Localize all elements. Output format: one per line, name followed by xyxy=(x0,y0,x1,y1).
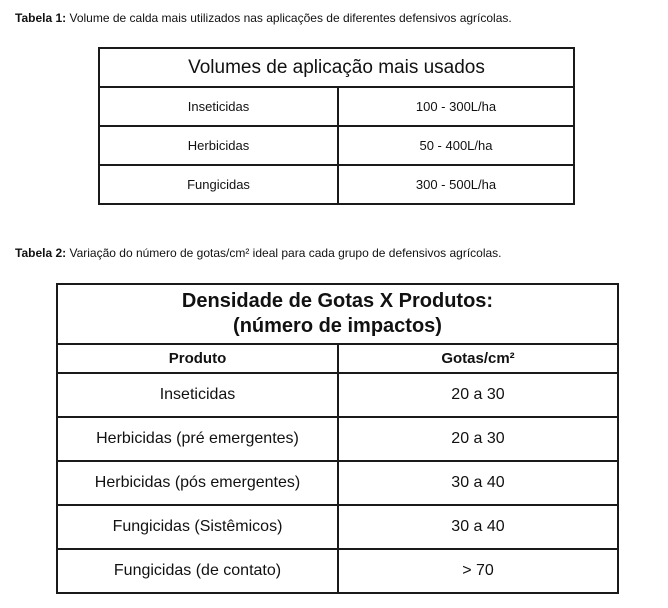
table-row xyxy=(57,373,618,417)
table1-volume-cell: 50 - 400L/ha xyxy=(338,126,574,165)
table1-title-row xyxy=(99,48,574,87)
table1-produto-cell: Inseticidas xyxy=(99,87,338,126)
table-row xyxy=(57,549,618,593)
table2-title xyxy=(57,284,618,344)
table1-caption-text: Volume de calda mais utilizados nas aplicações de diferentes defensivos agrícolas. xyxy=(66,11,512,25)
table-row xyxy=(57,505,618,549)
table2-gotas-cell: > 70 xyxy=(338,549,618,593)
table1-volume-cell: 300 - 500L/ha xyxy=(338,165,574,204)
table2-title-line2: (número de impactos) xyxy=(233,315,442,337)
table2-title-line1: Densidade de Gotas X Produtos: xyxy=(181,290,494,312)
table2-caption-text: Variação do número de gotas/cm² ideal para cada grupo de defensivos agrícolas. xyxy=(66,246,502,260)
table2-produto-cell: Herbicidas (pós emergentes) xyxy=(57,461,338,505)
table1-caption xyxy=(15,11,512,25)
table1-title: Volumes de aplicação mais usados xyxy=(99,48,574,87)
table-row xyxy=(99,87,574,126)
table-row xyxy=(99,165,574,204)
table2-gotas-cell: 20 a 30 xyxy=(338,417,618,461)
table-row xyxy=(57,417,618,461)
column-header-gotas: Gotas/cm² xyxy=(338,344,618,373)
table2-produto-cell: Inseticidas xyxy=(57,373,338,417)
table2 xyxy=(56,283,619,594)
table1-caption-label: Tabela 1: xyxy=(15,11,67,25)
table2-caption xyxy=(15,246,502,260)
table2-produto-cell: Fungicidas (de contato) xyxy=(57,549,338,593)
table2-title-row xyxy=(57,284,618,344)
table2-gotas-cell: 30 a 40 xyxy=(338,505,618,549)
column-header-produto: Produto xyxy=(57,344,338,373)
table2-caption-label: Tabela 2: xyxy=(15,246,67,260)
table2-gotas-cell: 20 a 30 xyxy=(338,373,618,417)
table2-produto-cell: Fungicidas (Sistêmicos) xyxy=(57,505,338,549)
table1-volume-cell: 100 - 300L/ha xyxy=(338,87,574,126)
table2-header-row xyxy=(57,344,618,373)
table2-produto-cell: Herbicidas (pré emergentes) xyxy=(57,417,338,461)
table1-produto-cell: Fungicidas xyxy=(99,165,338,204)
table2-gotas-cell: 30 a 40 xyxy=(338,461,618,505)
table1-produto-cell: Herbicidas xyxy=(99,126,338,165)
table-row xyxy=(57,461,618,505)
table-row xyxy=(99,126,574,165)
table1 xyxy=(98,47,575,205)
